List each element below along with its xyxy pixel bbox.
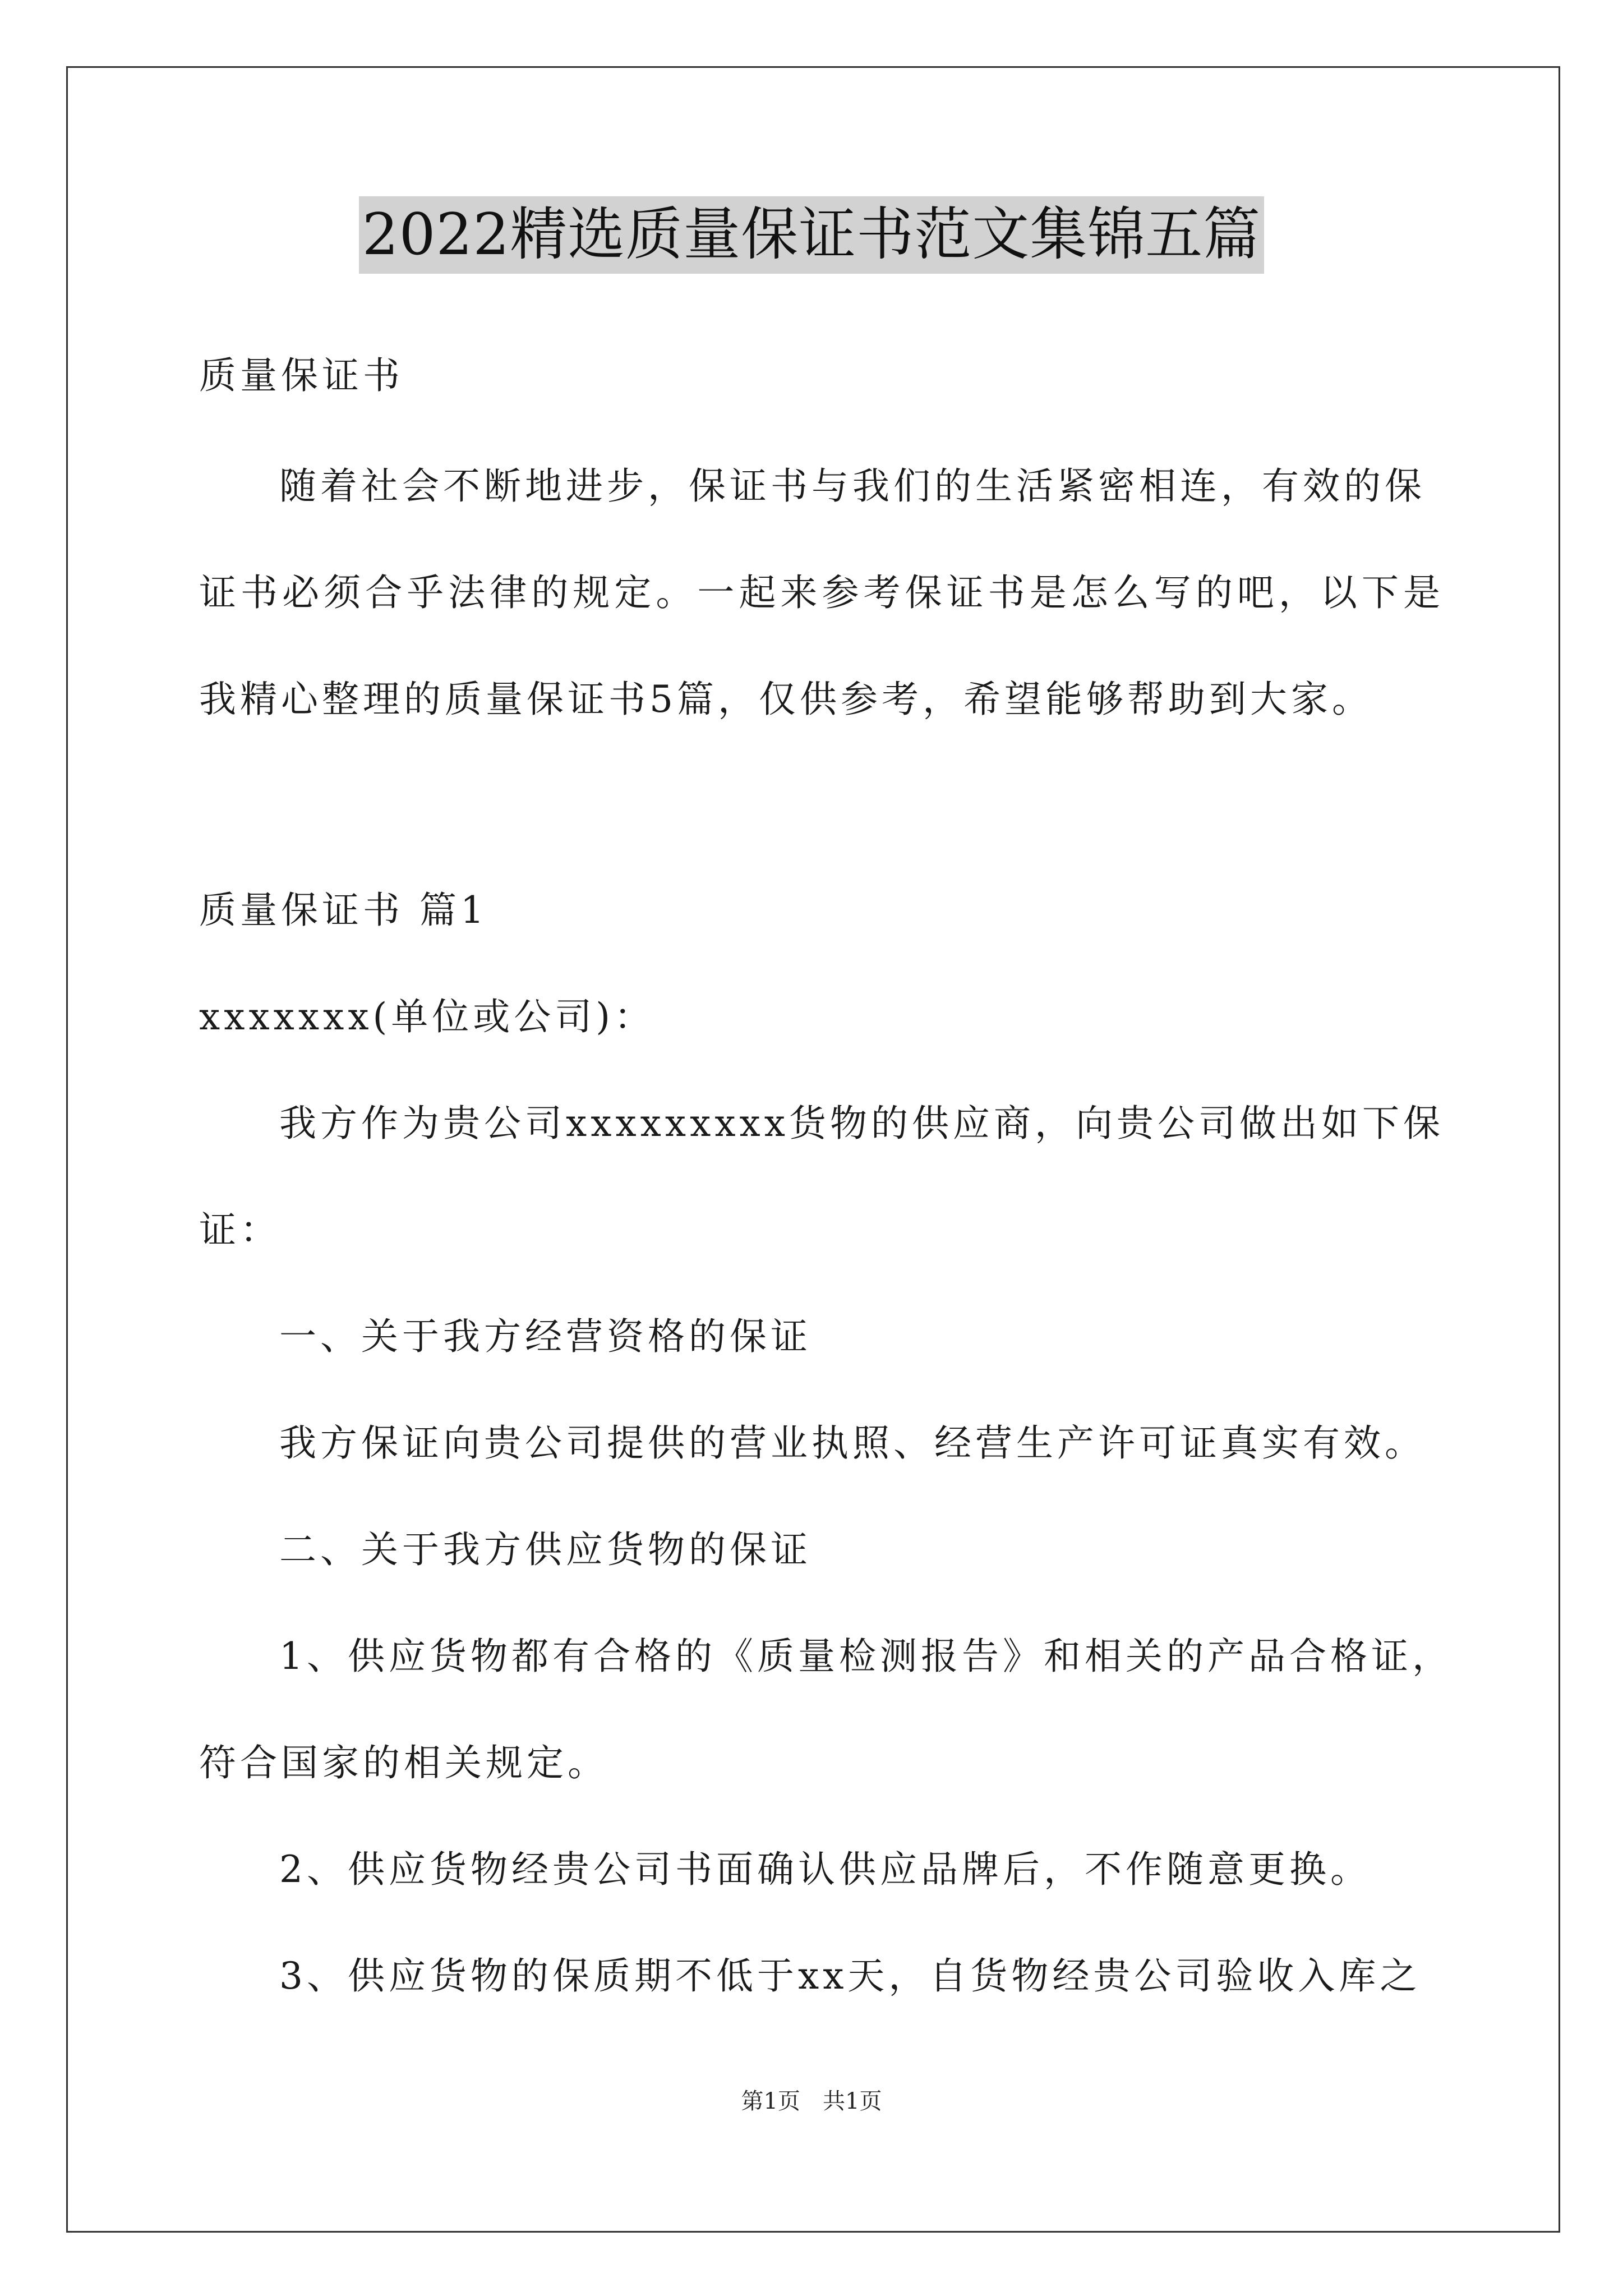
heading: 质量保证书 bbox=[199, 354, 404, 397]
item-2-title: 二、关于我方供应货物的保证 bbox=[279, 1528, 811, 1571]
paragraph-1-line-1: 我方作为贵公司xxxxxxxxx货物的供应商，向贵公司做出如下保 bbox=[279, 1102, 1444, 1145]
point-1-line-1: 1、供应货物都有合格的《质量检测报告》和相关的产品合格证， bbox=[279, 1635, 1453, 1678]
item-1-title: 一、关于我方经营资格的保证 bbox=[279, 1315, 811, 1358]
page-number: 第1页 共1页 bbox=[741, 2088, 882, 2114]
point-3: 3、供应货物的保质期不低于xx天，自货物经贵公司验收入库之 bbox=[279, 1954, 1421, 1998]
paragraph-1-line-2: 证： bbox=[199, 1208, 281, 1251]
intro-line-1: 随着社会不断地进步，保证书与我们的生活紧密相连，有效的保 bbox=[279, 464, 1426, 508]
document-title: 2022精选质量保证书范文集锦五篇 bbox=[359, 196, 1265, 274]
section-1-title: 质量保证书 篇1 bbox=[199, 889, 488, 932]
point-1-line-2: 符合国家的相关规定。 bbox=[199, 1741, 608, 1784]
item-1-text: 我方保证向贵公司提供的营业执照、经营生产许可证真实有效。 bbox=[279, 1421, 1426, 1465]
intro-line-2: 证书必须合乎法律的规定。一起来参考保证书是怎么写的吧，以下是 bbox=[199, 571, 1444, 614]
salutation: xxxxxxx(单位或公司)： bbox=[199, 995, 656, 1038]
title-container bbox=[0, 196, 1623, 274]
point-2: 2、供应货物经贵公司书面确认供应品牌后，不作随意更换。 bbox=[279, 1848, 1371, 1891]
intro-line-3: 我精心整理的质量保证书5篇，仅供参考，希望能够帮助到大家。 bbox=[199, 678, 1373, 721]
